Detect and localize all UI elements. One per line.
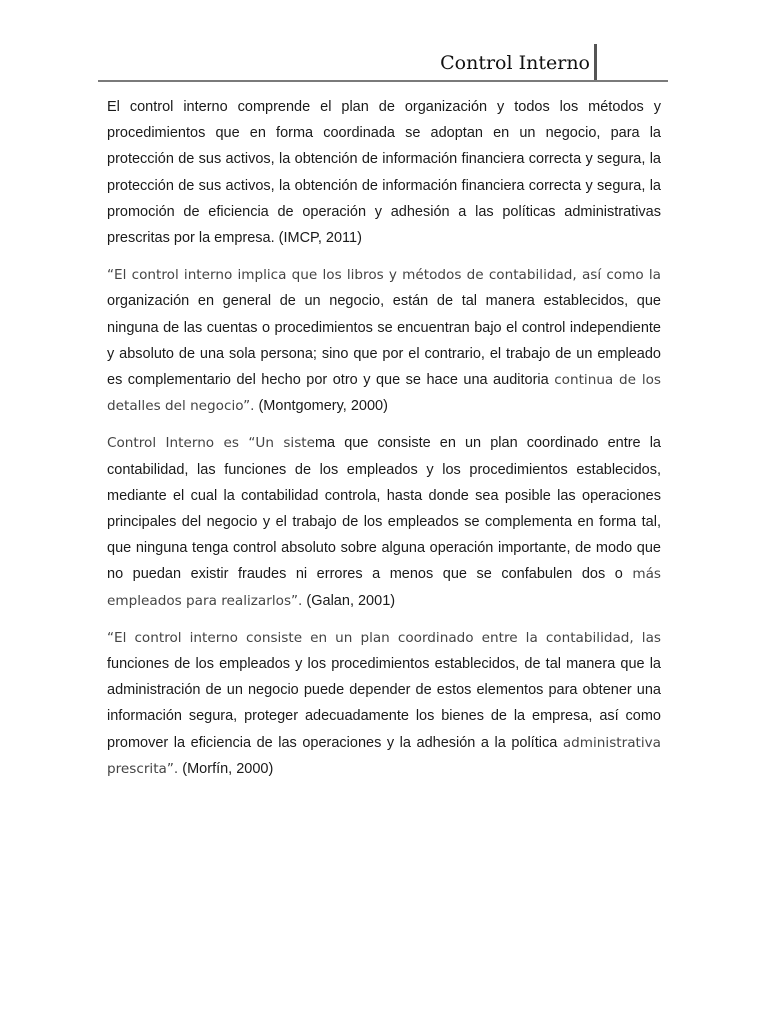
paragraph-1 xyxy=(107,94,661,251)
paragraph-4 xyxy=(107,625,661,782)
header-vertical-bar xyxy=(594,44,597,80)
paragraph-1-text: El control interno comprende el plan de organización y todos los métodos y procedimientos que en forma coordinada se adoptan en un negocio, para la protección de sus activos, la obtención de información financiera correcta y segura, la protección de sus activos, la obtención de información financiera correcta y segura, la promoción de eficiencia de operación y adhesión a las políticas administrativas prescritas por la empresa. (IMCP, 2011) xyxy=(107,99,661,247)
paragraph-2-quote-start: “El control interno implica que los libros y métodos de contabilidad, así como la xyxy=(107,267,661,284)
paragraph-3-citation: (Galan, 2001) xyxy=(302,592,396,609)
page-header xyxy=(98,44,668,82)
paragraph-3-quote-start: Control Interno es “Un siste xyxy=(107,435,315,452)
paragraph-3-quote-body: ma que consiste en un plan coordinado entre la contabilidad, las funciones de los empleados y los procedimientos establecidos, mediante el cual la contabilidad controla, hasta donde sea posible las operaciones principales del negocio y el trabajo de los empleados se complementa en forma tal, que ninguna tenga control absoluto sobre alguna operación importante, de modo que no puedan existir fraudes ni errores a menos que se confabulen dos o xyxy=(107,435,661,583)
paragraph-2 xyxy=(107,262,661,419)
paragraph-4-quote-start: “El control interno consiste en un plan coordinado entre la contabilidad, las xyxy=(107,629,661,646)
paragraph-2-citation: (Montgomery, 2000) xyxy=(254,398,388,415)
paragraph-4-quote-body: funciones de los empleados y los procedimientos establecidos, de tal manera que la administración de un negocio puede depender de estos elementos para obtener una información segura, proteger adecuadamente los bienes de la empresa, así como promover la eficiencia de las operaciones y la adhesión a la política xyxy=(107,656,661,751)
paragraph-2-quote-end: continua de los detalles del negocio”. xyxy=(107,372,661,415)
paragraph-3 xyxy=(107,430,661,613)
paragraph-4-quote-end: administrativa prescrita”. xyxy=(107,734,662,777)
document-body xyxy=(107,94,661,793)
header-title: Control Interno xyxy=(440,52,590,74)
paragraph-4-citation: (Morfín, 2000) xyxy=(178,760,274,777)
header-rule xyxy=(98,80,668,82)
paragraph-3-quote-end: más empleados para realizarlos”. xyxy=(107,566,661,609)
paragraph-2-quote-body: organización en general de un negocio, están de tal manera establecidos, que ninguna de las cuentas o procedimientos se encuentran bajo el control independiente y absoluto de una sola persona; sino que por el contrario, el trabajo de un empleado es complementario del hecho por otro y que se hace una auditoria xyxy=(107,293,661,389)
